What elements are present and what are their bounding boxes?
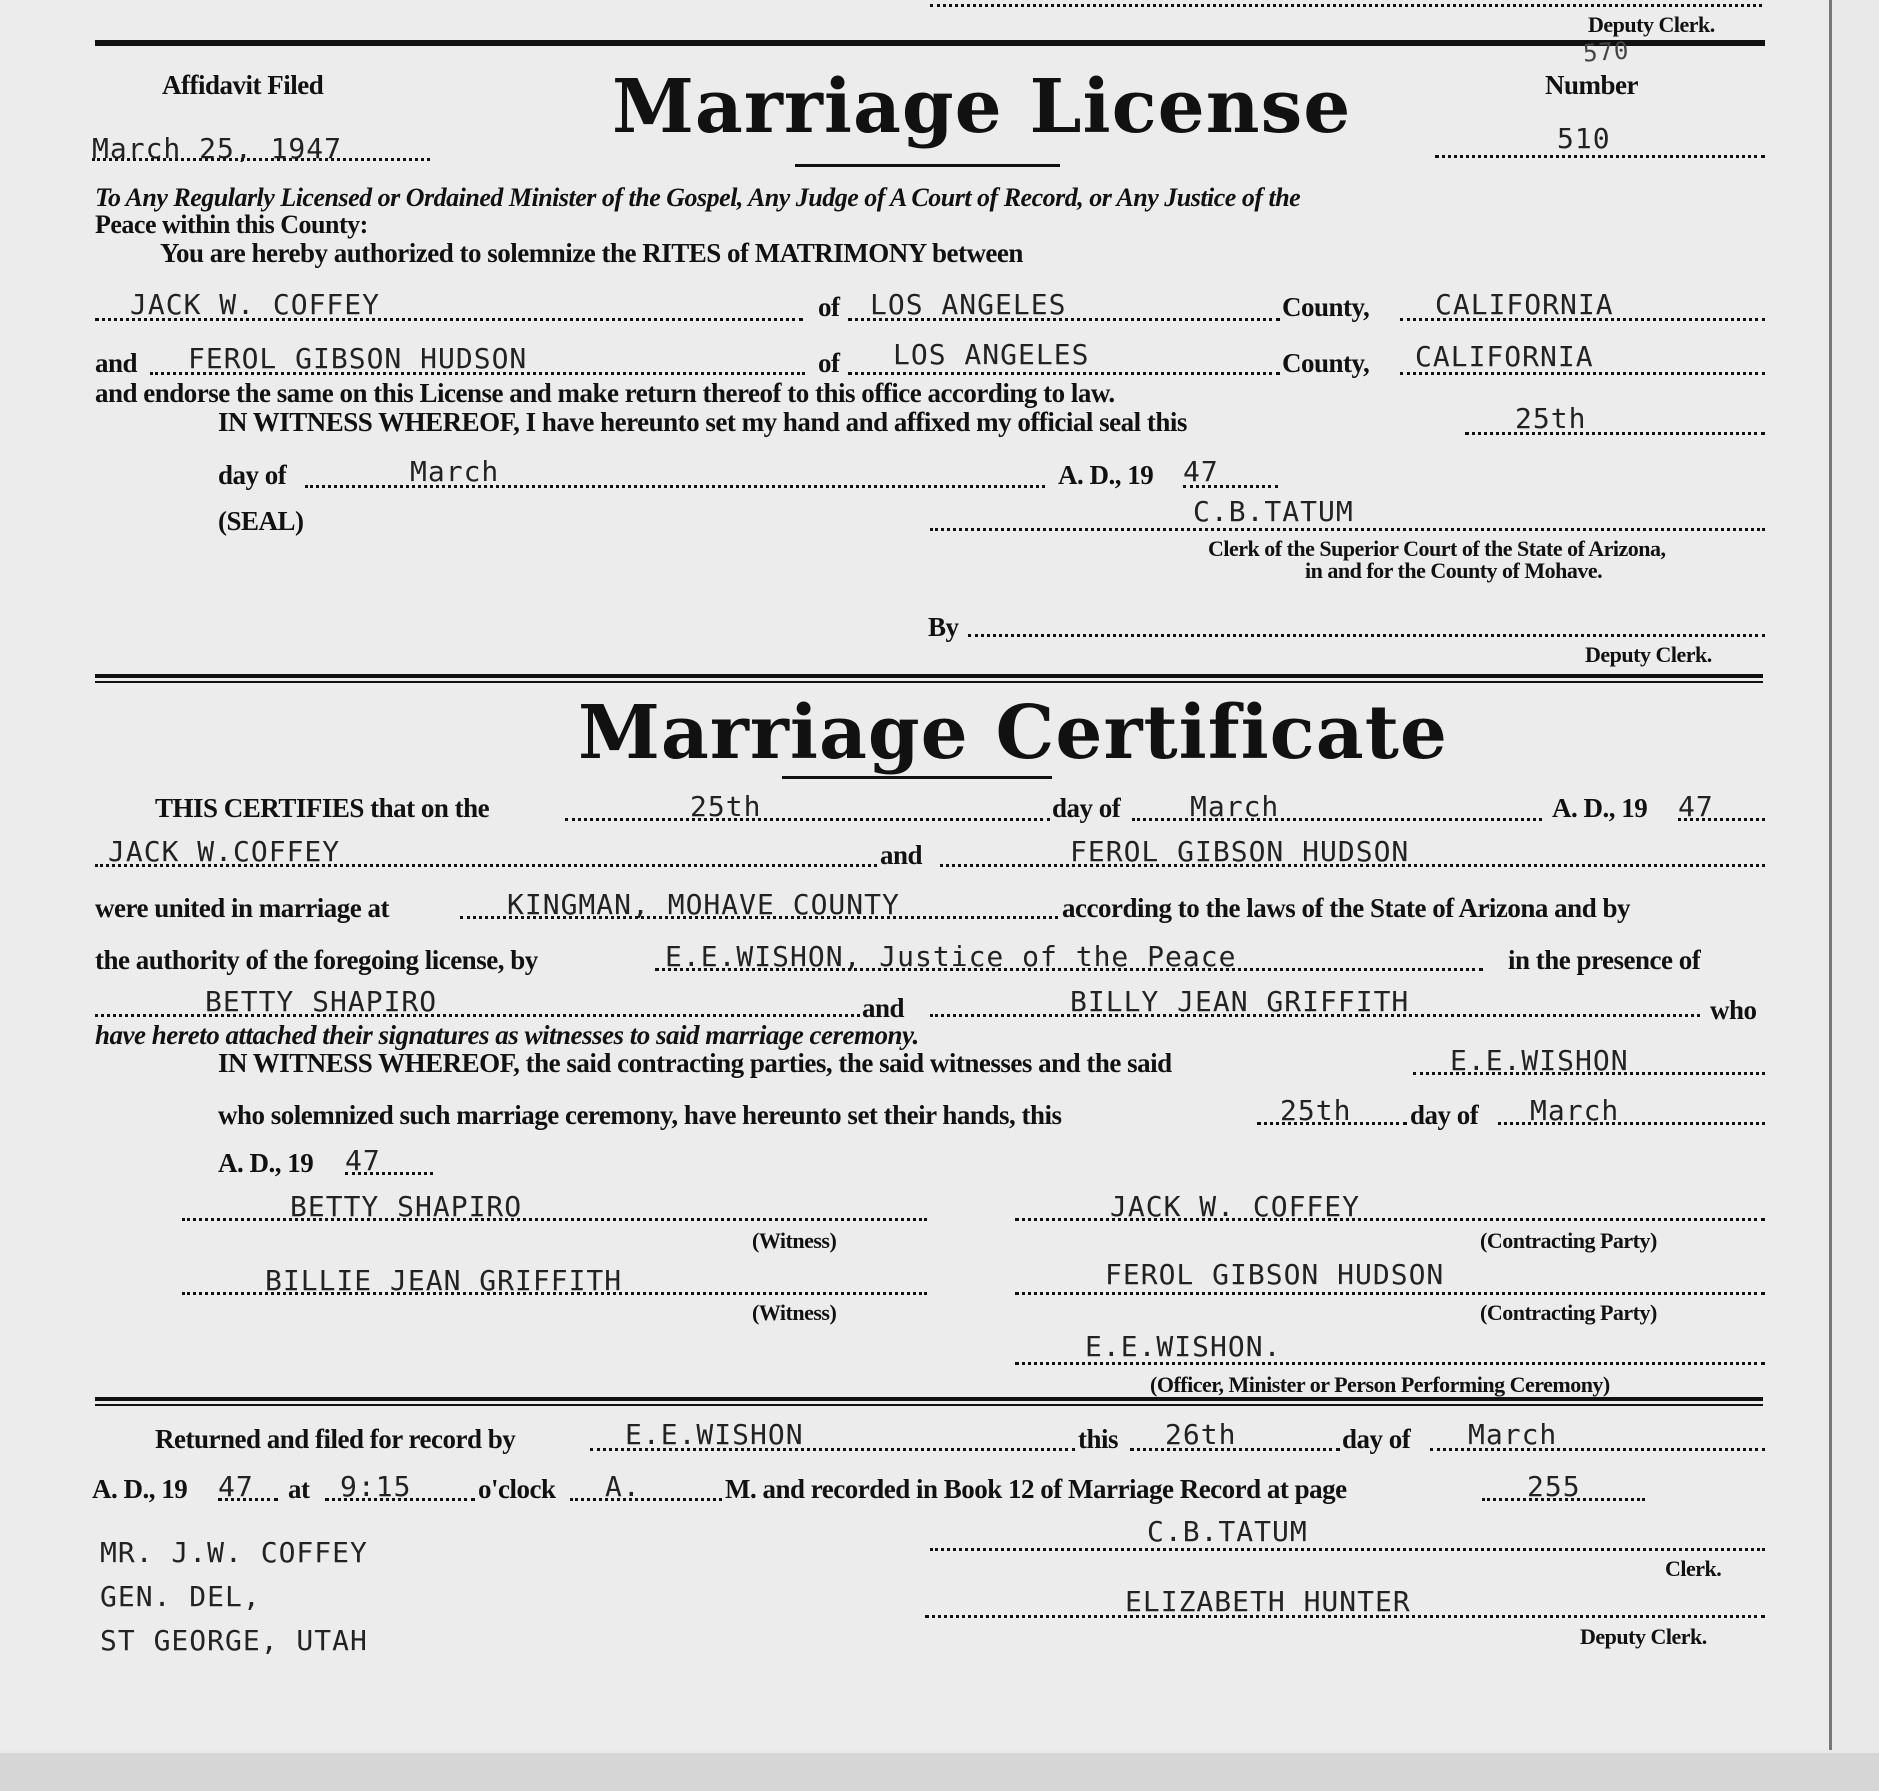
record-page: 255 [1527, 1470, 1581, 1503]
sig-witness1: BETTY SHAPIRO [290, 1190, 523, 1223]
record-month-line [1430, 1448, 1765, 1451]
cert-officiant-short: E.E.WISHON [1450, 1044, 1629, 1077]
license-day-line [1465, 432, 1765, 435]
affidavit-date: March 25, 1947 [92, 132, 343, 165]
license-clerk-name: C.B.TATUM [1193, 495, 1354, 528]
address-line2: GEN. DEL, [100, 1580, 261, 1613]
cert-bride-name: FEROL GIBSON HUDSON [1070, 835, 1410, 868]
record-time-line [325, 1498, 475, 1501]
record-clerk-label: Clerk. [1665, 1556, 1722, 1581]
cert-ad-line-label: A. D., 19 [218, 1148, 314, 1178]
certificate-title-underline [782, 776, 1052, 779]
license-ad-label: A. D., 19 [1058, 460, 1154, 490]
license-bride-state-line [1400, 372, 1765, 375]
license-bride-county: LOS ANGELES [893, 338, 1090, 371]
section-divider-upper [95, 674, 1763, 678]
license-witness-text: IN WITNESS WHEREOF, I have hereunto set my hand and affixed my official seal this [218, 407, 1187, 437]
record-day-line [1130, 1448, 1340, 1451]
sig-witness1-line [182, 1218, 927, 1221]
license-groom-county: LOS ANGELES [870, 288, 1067, 321]
record-day-of-label: day of [1342, 1424, 1411, 1454]
cert-month-line [1132, 818, 1542, 821]
sig-party2-label: (Contracting Party) [1480, 1300, 1657, 1325]
license-intro-line1: To Any Regularly Licensed or Ordained Minister of the Gospel, Any Judge of A Court of Record, or Any Justice of the [95, 183, 1301, 212]
number-label: Number [1545, 70, 1638, 100]
record-deputy-line [925, 1615, 1765, 1618]
license-intro-line2: Peace within this County: [95, 210, 368, 239]
address-line1: MR. J.W. COFFEY [100, 1536, 368, 1569]
license-month: March [410, 455, 500, 488]
license-year: 47 [1183, 455, 1219, 488]
cert-month2: March [1530, 1094, 1620, 1127]
cert-day: 25th [690, 790, 762, 823]
license-and-label: and [95, 348, 138, 378]
cert-year2-line [345, 1172, 433, 1175]
cert-united-text: were united in marriage at [95, 893, 389, 923]
sig-witness1-label: (Witness) [752, 1228, 837, 1253]
record-divider-upper [95, 1397, 1763, 1401]
license-year-line [1183, 485, 1278, 488]
record-oclock-label: o'clock [478, 1474, 556, 1504]
license-groom-county-line [848, 318, 1280, 321]
record-deputy-name: ELIZABETH HUNTER [1125, 1585, 1411, 1618]
license-number: 510 [1557, 122, 1611, 155]
sig-officer: E.E.WISHON. [1085, 1330, 1282, 1363]
cert-who-label: who [1710, 995, 1757, 1025]
record-year-line [218, 1498, 278, 1501]
cert-groom-name: JACK W.COFFEY [108, 835, 341, 868]
cert-witness1: BETTY SHAPIRO [205, 985, 438, 1018]
cert-day2: 25th [1280, 1094, 1352, 1127]
cert-groom-line [95, 864, 877, 867]
cert-officiant-short-line [1413, 1072, 1765, 1075]
cert-ad-label: A. D., 19 [1552, 793, 1648, 823]
cert-witness2-line [930, 1014, 1700, 1017]
license-day-value: 25th [1515, 402, 1587, 435]
record-returned-text: Returned and filed for record by [155, 1424, 516, 1454]
cert-witness-and-label: and [862, 993, 905, 1023]
cert-presence-text: in the presence of [1508, 945, 1701, 975]
stub-number-handwritten: 570 [1582, 36, 1631, 68]
top-dotted-line [930, 4, 1762, 7]
top-deputy-clerk-label: Deputy Clerk. [1588, 12, 1715, 37]
cert-according-text: according to the laws of the State of Arizona and by [1062, 893, 1630, 923]
record-month: March [1468, 1418, 1558, 1451]
cert-year2: 47 [345, 1144, 381, 1177]
license-by-label: By [928, 612, 959, 642]
cert-year-line [1678, 818, 1765, 821]
license-deputy-label: Deputy Clerk. [1585, 642, 1712, 667]
address-line3: ST GEORGE, UTAH [100, 1624, 368, 1657]
license-authorized-text: You are hereby authorized to solemnize the RITES of MATRIMONY between [160, 238, 1023, 268]
license-bride-county-line [848, 372, 1280, 375]
record-meridiem: A. [605, 1470, 641, 1503]
cert-witness2: BILLY JEAN GRIFFITH [1070, 985, 1410, 1018]
license-endorse-text: and endorse the same on this License and make return thereof to this office according to law. [95, 378, 1115, 408]
cert-officiant: E.E.WISHON, Justice of the Peace [665, 940, 1237, 973]
license-groom-name: JACK W. COFFEY [130, 288, 381, 321]
record-filer-line [590, 1448, 1075, 1451]
license-groom-state-line [1400, 318, 1765, 321]
section-divider-lower [95, 681, 1763, 683]
cert-in-witness-text: IN WITNESS WHEREOF, the said contracting parties, the said witnesses and the said [218, 1048, 1172, 1078]
sig-party1: JACK W. COFFEY [1110, 1190, 1361, 1223]
sig-party2-line [1015, 1292, 1765, 1295]
record-year: 47 [218, 1470, 254, 1503]
cert-officiant-line [655, 968, 1483, 971]
record-at-label: at [288, 1474, 310, 1504]
sig-party1-line [1015, 1218, 1765, 1221]
record-clerk-name: C.B.TATUM [1147, 1515, 1308, 1548]
cert-day-line [565, 818, 1050, 821]
license-groom-of: of [818, 292, 840, 322]
cert-month: March [1190, 790, 1280, 823]
cert-solemnized-text: who solemnized such marriage ceremony, have hereunto set their hands, this [218, 1100, 1062, 1130]
license-bride-name: FEROL GIBSON HUDSON [188, 342, 528, 375]
sig-party2: FEROL GIBSON HUDSON [1105, 1258, 1445, 1291]
sig-officer-label: (Officer, Minister or Person Performing Ceremony) [1150, 1372, 1610, 1397]
sig-officer-line [1015, 1362, 1765, 1365]
cert-place: KINGMAN, MOHAVE COUNTY [507, 888, 900, 921]
license-title: Marriage License [612, 64, 1352, 150]
record-deputy-label: Deputy Clerk. [1580, 1624, 1707, 1649]
record-ad-label: A. D., 19 [92, 1474, 188, 1504]
cert-witness1-line [95, 1014, 860, 1017]
record-page-line [1482, 1498, 1645, 1501]
sig-party1-label: (Contracting Party) [1480, 1228, 1657, 1253]
cert-and-label: and [880, 840, 923, 870]
license-month-line [305, 485, 1045, 488]
cert-day2-of-label: day of [1410, 1100, 1479, 1130]
record-filer: E.E.WISHON [625, 1418, 804, 1451]
license-bride-of: of [818, 348, 840, 378]
record-meridiem-line [570, 1498, 722, 1501]
cert-month2-line [1498, 1122, 1765, 1125]
license-bride-county-label: County, [1282, 348, 1370, 378]
record-day: 26th [1165, 1418, 1237, 1451]
sig-witness2-line [182, 1292, 927, 1295]
license-clerk-title1: Clerk of the Superior Court of the State of Arizona, [1208, 536, 1666, 561]
license-bride-line [150, 372, 805, 375]
record-clerk-line [930, 1548, 1765, 1551]
sig-witness2-label: (Witness) [752, 1300, 837, 1325]
cert-year: 47 [1678, 790, 1714, 823]
license-clerk-title2: in and for the County of Mohave. [1305, 558, 1603, 583]
affidavit-label: Affidavit Filed [162, 70, 324, 100]
cert-bride-line [940, 864, 1765, 867]
top-divider-rule [95, 40, 1765, 46]
license-by-line [968, 634, 1765, 637]
cert-day2-line [1257, 1122, 1407, 1125]
bottom-margin-strip [0, 1753, 1879, 1791]
license-number-line [1435, 155, 1765, 158]
license-seal-label: (SEAL) [218, 506, 304, 536]
license-title-underline [795, 164, 1060, 167]
cert-certifies-text: THIS CERTIFIES that on the [155, 793, 490, 823]
cert-attached-text: have hereto attached their signatures as witnesses to said marriage ceremony. [95, 1020, 919, 1050]
record-this-label: this [1078, 1424, 1119, 1454]
cert-day-of-label: day of [1052, 793, 1121, 823]
record-divider-lower [95, 1404, 1763, 1406]
license-groom-line [95, 318, 803, 321]
sig-witness2: BILLIE JEAN GRIFFITH [265, 1264, 623, 1297]
record-time: 9:15 [340, 1470, 412, 1503]
record-recorded-text: M. and recorded in Book 12 of Marriage Record at page [725, 1474, 1347, 1504]
license-day-of-label: day of [218, 460, 287, 490]
license-clerk-line [930, 528, 1765, 531]
license-groom-county-label: County, [1282, 292, 1370, 322]
cert-place-line [460, 916, 1058, 919]
certificate-title: Marriage Certificate [578, 690, 1448, 776]
affidavit-date-line [92, 158, 430, 161]
cert-authority-text: the authority of the foregoing license, by [95, 945, 538, 975]
license-bride-state: CALIFORNIA [1415, 340, 1594, 373]
license-groom-state: CALIFORNIA [1435, 288, 1614, 321]
